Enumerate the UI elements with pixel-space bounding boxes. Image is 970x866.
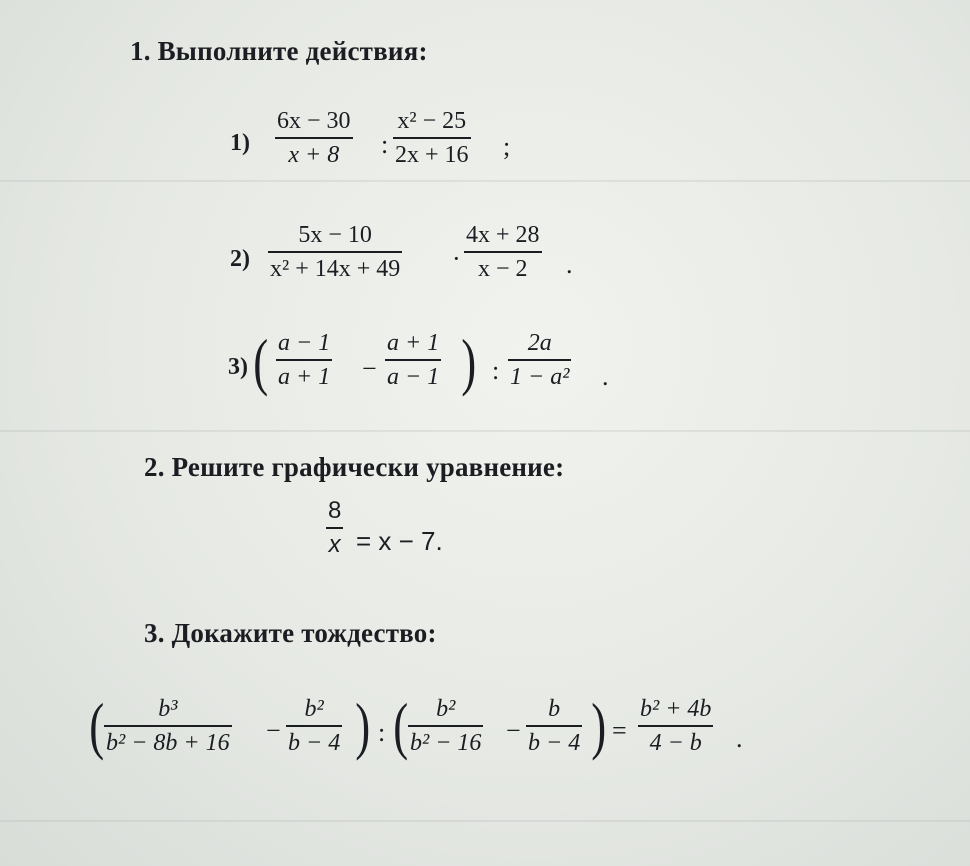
- right-paren: ): [461, 326, 477, 397]
- item3-fraction-2: [385, 330, 441, 390]
- identity-minus-1: −: [266, 716, 281, 745]
- identity-end: .: [736, 724, 743, 753]
- item3-fraction-3: [508, 330, 571, 390]
- identity-fraction-4: [526, 696, 582, 756]
- numerator: b: [548, 696, 561, 722]
- task3-heading: 3. Докажите тождество:: [144, 618, 437, 648]
- denominator: 1 − a²: [510, 364, 570, 390]
- item3-label: 3): [228, 354, 248, 380]
- fraction-bar: [286, 725, 342, 727]
- item1-label: 1): [230, 130, 250, 156]
- left-paren: (: [253, 326, 269, 397]
- item1-operator: :: [381, 130, 389, 159]
- numerator: b²: [304, 696, 324, 722]
- item1-fraction-1: [275, 108, 353, 168]
- numerator: a + 1: [387, 330, 440, 356]
- numerator: x² − 25: [397, 108, 467, 134]
- denominator: a − 1: [387, 364, 440, 390]
- task1-heading: 1. Выполните действия:: [130, 36, 428, 66]
- numerator: 2a: [527, 330, 552, 356]
- item3-fraction-1: [276, 330, 332, 390]
- denominator: b − 4: [288, 730, 341, 756]
- denominator: b² − 16: [410, 730, 482, 756]
- denominator: x: [328, 531, 341, 558]
- background-stripe: [0, 180, 970, 182]
- item1-end: ;: [503, 132, 511, 161]
- fraction-bar: [385, 359, 441, 361]
- background-stripe: [0, 820, 970, 822]
- left-paren: (: [89, 690, 105, 761]
- fraction-bar: [508, 359, 571, 361]
- item2-label: 2): [230, 246, 250, 272]
- item3-operator: :: [492, 356, 500, 385]
- fraction-bar: [326, 527, 343, 529]
- numerator: a − 1: [278, 330, 331, 356]
- numerator: 6x − 30: [277, 108, 351, 134]
- identity-fraction-1: [104, 696, 232, 756]
- fraction-bar: [276, 359, 332, 361]
- denominator: x² + 14x + 49: [270, 256, 401, 282]
- denominator: 2x + 16: [395, 142, 469, 168]
- identity-fraction-2: [286, 696, 342, 756]
- numerator: b³: [158, 696, 178, 722]
- right-paren: ): [355, 690, 371, 761]
- equation-fraction: [326, 498, 343, 558]
- fraction-bar: [275, 137, 353, 139]
- equation-rhs: = x − 7.: [356, 526, 443, 556]
- item2-fraction-1: [268, 222, 402, 282]
- denominator: b² − 8b + 16: [106, 730, 230, 756]
- denominator: a + 1: [278, 364, 331, 390]
- fraction-bar: [268, 251, 402, 253]
- numerator: b² + 4b: [640, 696, 712, 722]
- fraction-bar: [638, 725, 713, 727]
- identity-colon: :: [378, 718, 386, 747]
- item1-fraction-2: [393, 108, 471, 168]
- item2-fraction-2: [464, 222, 542, 282]
- denominator: b − 4: [528, 730, 581, 756]
- identity-fraction-5: [638, 696, 713, 756]
- left-paren: (: [393, 690, 409, 761]
- denominator: 4 − b: [649, 730, 702, 756]
- right-paren: ): [591, 690, 607, 761]
- item2-end: .: [566, 250, 573, 279]
- task2-heading: 2. Решите графически уравнение:: [144, 452, 565, 482]
- identity-minus-2: −: [506, 716, 521, 745]
- numerator: 8: [328, 497, 342, 524]
- numerator: b²: [436, 696, 456, 722]
- fraction-bar: [393, 137, 471, 139]
- item3-minus: −: [362, 354, 377, 383]
- item3-end: .: [602, 362, 609, 391]
- fraction-bar: [464, 251, 542, 253]
- denominator: x − 2: [478, 256, 528, 282]
- numerator: 5x − 10: [298, 222, 372, 248]
- denominator: x + 8: [288, 142, 340, 168]
- fraction-bar: [104, 725, 232, 727]
- numerator: 4x + 28: [466, 222, 540, 248]
- identity-equals: =: [612, 716, 627, 745]
- fraction-bar: [408, 725, 483, 727]
- item2-operator: ·: [452, 244, 461, 273]
- fraction-bar: [526, 725, 582, 727]
- background-stripe: [0, 430, 970, 432]
- identity-fraction-3: [408, 696, 483, 756]
